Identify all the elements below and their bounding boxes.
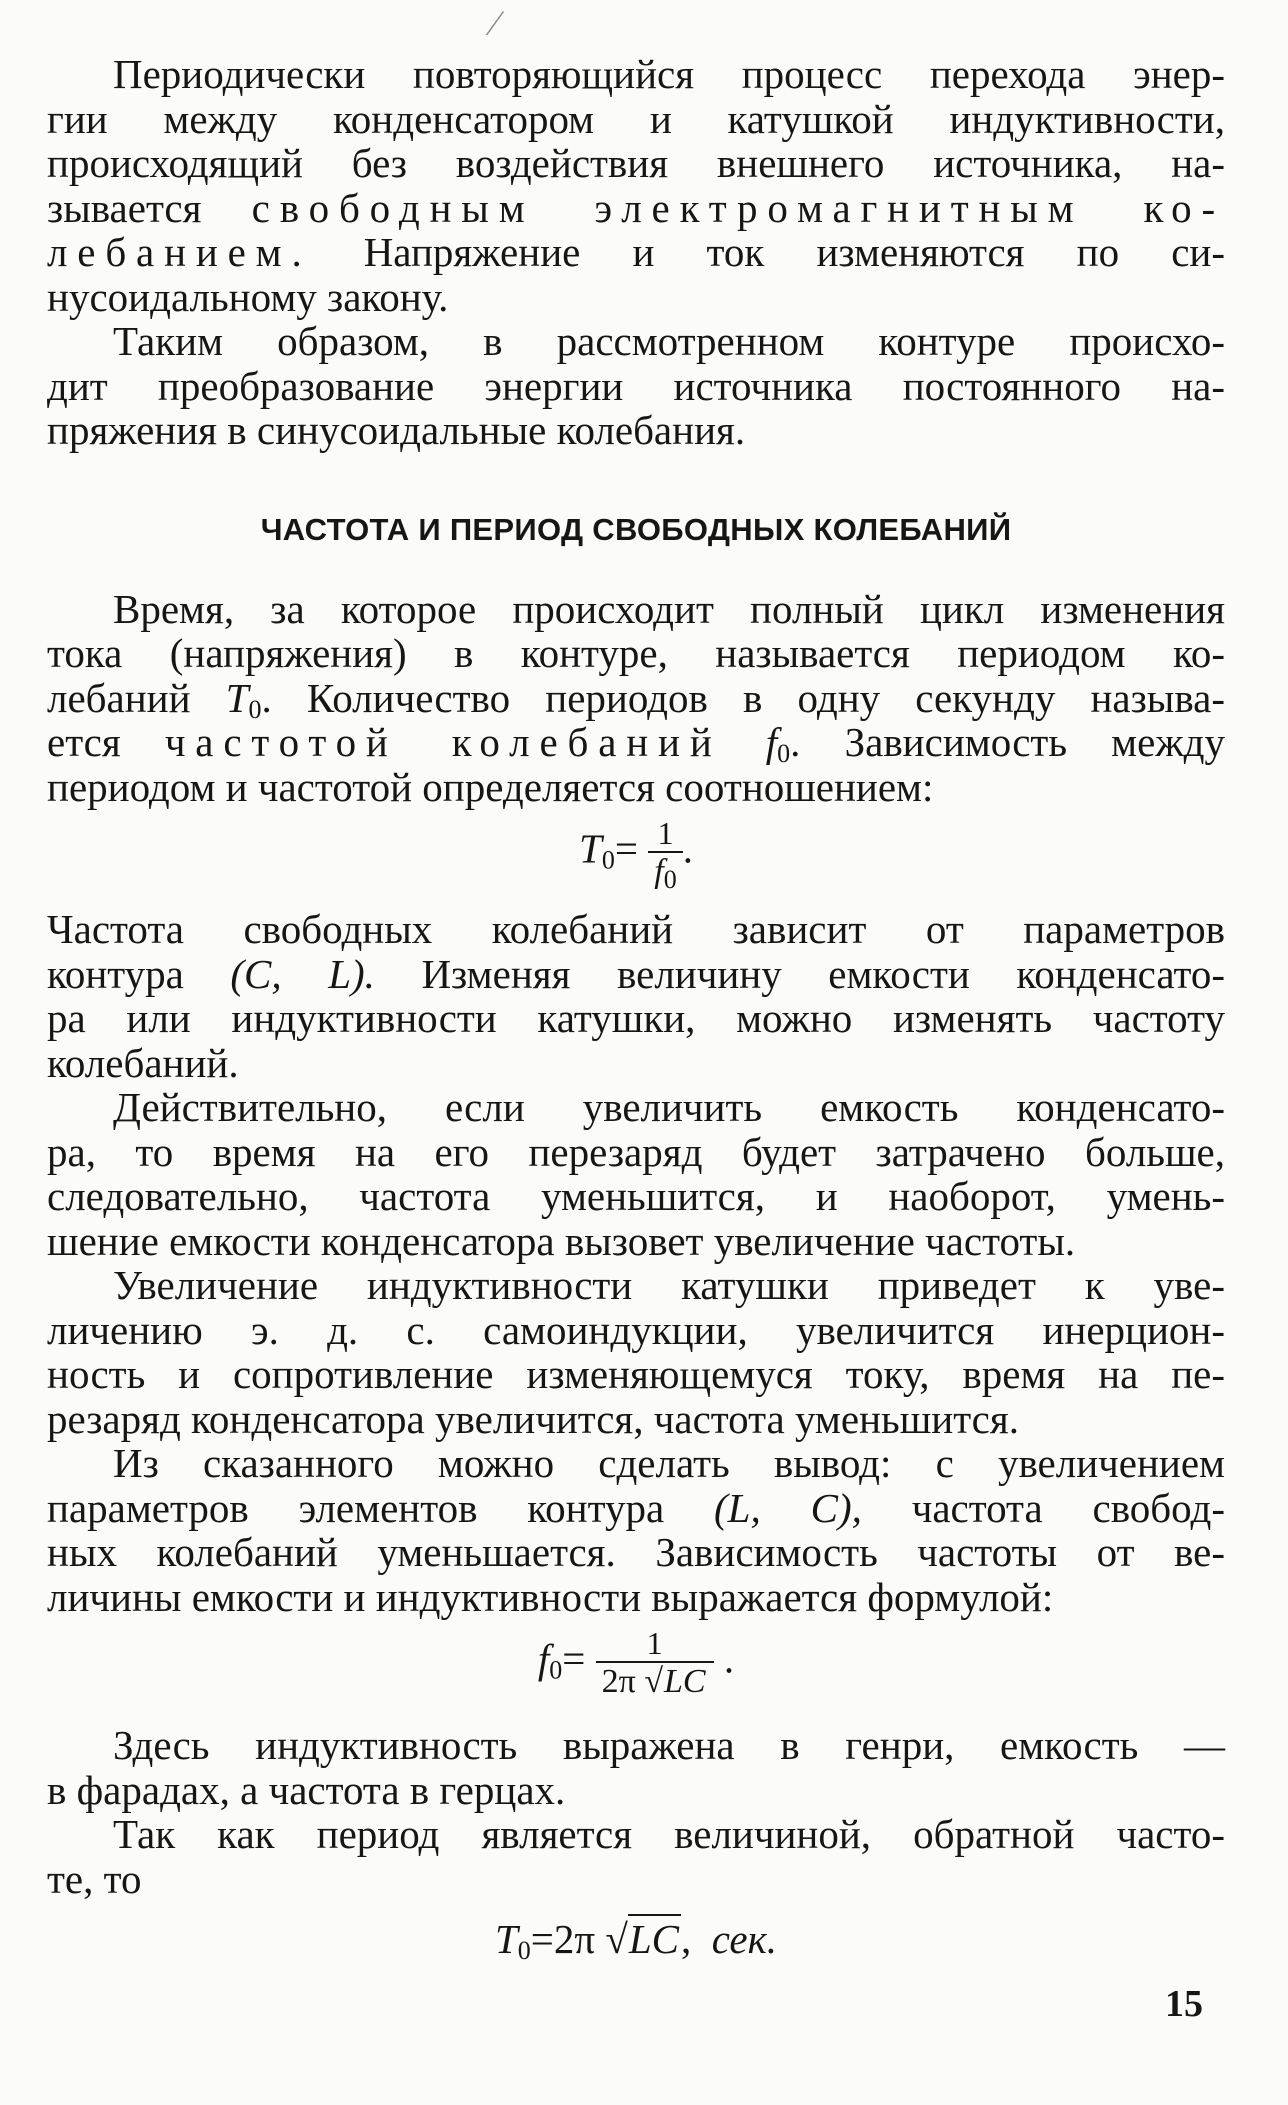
paragraph-5-line: Действительно, если увеличить емкость конденсато-	[113, 1084, 1225, 1130]
fraction	[596, 1625, 714, 1701]
paragraph-3-line: периодом и частотой определяется соотношением:	[47, 763, 934, 810]
symbol-LC-pair: (L, C),	[714, 1484, 862, 1531]
subscript-zero: 0	[517, 1936, 531, 1965]
paragraph-5-line: следовательно, частота уменьшится, и наоборот, умень-	[47, 1173, 1225, 1219]
square-root	[605, 1915, 681, 1963]
root-sign: √	[644, 1663, 664, 1700]
paragraph-5-line: шение емкости конденсатора вызовет увеличение частоты.	[47, 1217, 1076, 1264]
denominator	[596, 1661, 714, 1701]
paragraph-1-line: Периодически повторяющийся процесс перехода энер-	[113, 51, 1225, 97]
symbol-CL: (C, L).	[230, 950, 375, 997]
subscript-zero: 0	[663, 865, 677, 894]
subscript-zero: 0	[601, 845, 615, 875]
text-run: параметров элементов контура	[47, 1484, 665, 1531]
two-pi: 2π	[601, 1663, 636, 1700]
symbol-f: f	[537, 1635, 550, 1682]
symbol-T: T	[494, 1916, 518, 1962]
paragraph-6-line: Увеличение индуктивности катушки приведет к уве-	[113, 1262, 1225, 1308]
paragraph-3-line	[47, 719, 1226, 768]
numerator: 1	[657, 815, 674, 851]
equals-sign: =	[530, 1916, 554, 1962]
spaced-term: частотой колебаний	[164, 719, 722, 765]
formula-period-lc	[47, 1901, 1225, 1975]
formula-period	[47, 809, 1225, 907]
comma: ,	[681, 1916, 692, 1962]
text-run: ется	[47, 719, 121, 765]
paragraph-2-line: пряжения в синусоидальные колебания.	[47, 407, 746, 453]
text-run: Изменяя величину емкости конденсато-	[421, 950, 1226, 997]
symbol-f: f	[765, 719, 778, 765]
paragraph-6-line: резаряд конденсатора увеличится, частота уменьшится.	[47, 1395, 1019, 1442]
equals-sign: =	[562, 1635, 586, 1682]
paragraph-4-line: колебаний.	[47, 1039, 239, 1086]
formula-frequency	[47, 1619, 1225, 1723]
paragraph-1-line: нусоидальному закону.	[47, 273, 449, 320]
paragraph-9-line: те, то	[47, 1855, 142, 1902]
dot: .	[723, 1635, 735, 1682]
equals-sign: =	[614, 825, 638, 872]
subscript-zero: 0	[248, 694, 262, 724]
paragraph-7-line: ных колебаний уменьшается. Зависимость частоты от ве-	[47, 1529, 1225, 1575]
square-root	[644, 1663, 707, 1701]
spaced-term: лебанием.	[47, 229, 312, 275]
paragraph-7-line	[47, 1486, 1225, 1531]
numerator: 1	[646, 1625, 663, 1661]
paragraph-7-line: Из сказанного можно сделать вывод: с увеличением	[113, 1440, 1225, 1486]
denominator	[648, 851, 682, 894]
dot: .	[790, 719, 801, 765]
paragraph-1-line	[47, 186, 1225, 231]
paragraph-9-line: Так как период является величиной, обратной часто-	[113, 1811, 1225, 1857]
page-number: 15	[1165, 1983, 1203, 2025]
paragraph-6-line: ность и сопротивление изменяющемуся току, время на пе-	[47, 1351, 1225, 1397]
symbol-T: T	[579, 825, 602, 872]
paragraph-5-line: ра, то время на его перезаряд будет затрачено больше,	[47, 1128, 1225, 1175]
paragraph-4-line: ра или индуктивности катушки, можно изменять частоту	[47, 995, 1225, 1041]
dot: .	[682, 825, 693, 872]
subscript-zero: 0	[777, 739, 791, 768]
paragraph-3-line	[47, 674, 1226, 724]
paragraph-2-line: Таким образом, в рассмотренном контуре происхо-	[113, 318, 1225, 364]
unit-seconds: сек.	[711, 1916, 778, 1962]
paragraph-8-line: Здесь индуктивность выражена в генри, емкость —	[113, 1722, 1225, 1768]
spaced-term: свободным электромагнитным ко-	[251, 184, 1226, 231]
paragraph-1-line	[47, 230, 1225, 275]
text-run: контура	[47, 950, 184, 997]
paragraph-8-line: в фарадах, а частота в герцах.	[47, 1766, 566, 1813]
radicand: LC	[664, 1663, 706, 1700]
symbol-f: f	[654, 853, 664, 890]
section-heading: ЧАСТОТА И ПЕРИОД СВОБОДНЫХ КОЛЕБАНИЙ	[260, 511, 1012, 547]
text-run: Количество периодов в одну секунду называ-	[306, 674, 1226, 721]
text-run: частота свобод-	[911, 1484, 1225, 1531]
text-run: Напряжение и ток изменяются по си-	[363, 229, 1226, 275]
radicand: LC	[628, 1916, 679, 1962]
paragraph-1-line: происходящий без воздействия внешнего источника, на-	[47, 140, 1225, 186]
page-mark: ⁄	[492, 3, 499, 43]
paragraph-7-line: личины емкости и индуктивности выражается формулой:	[47, 1573, 1054, 1620]
paragraph-3-line: Время, за которое происходит полный цикл изменения	[113, 585, 1225, 632]
text-run: зывается	[47, 184, 202, 231]
paragraph-4-line: Частота свободных колебаний зависит от параметров	[47, 906, 1225, 952]
dot: .	[261, 674, 272, 721]
paragraph-6-line: личению э. д. с. самоиндукции, увеличится инерцион-	[47, 1306, 1225, 1353]
paragraph-2-line: дит преобразование энергии источника постоянного на-	[47, 362, 1225, 409]
two-pi: 2π	[553, 1916, 596, 1962]
fraction	[648, 815, 682, 894]
text-run: лебаний	[47, 674, 191, 721]
paragraph-1-line: гии между конденсатором и катушкой индуктивности,	[47, 95, 1225, 142]
paragraph-3-line: тока (напряжения) в контуре, называется периодом ко-	[47, 630, 1225, 676]
page-text	[47, 52, 1225, 1975]
text-run: Зависимость между	[844, 719, 1226, 765]
subscript-zero: 0	[549, 1655, 563, 1685]
root-sign: √	[605, 1916, 628, 1962]
paragraph-4-line	[47, 952, 1225, 997]
symbol-T: T	[225, 674, 249, 721]
